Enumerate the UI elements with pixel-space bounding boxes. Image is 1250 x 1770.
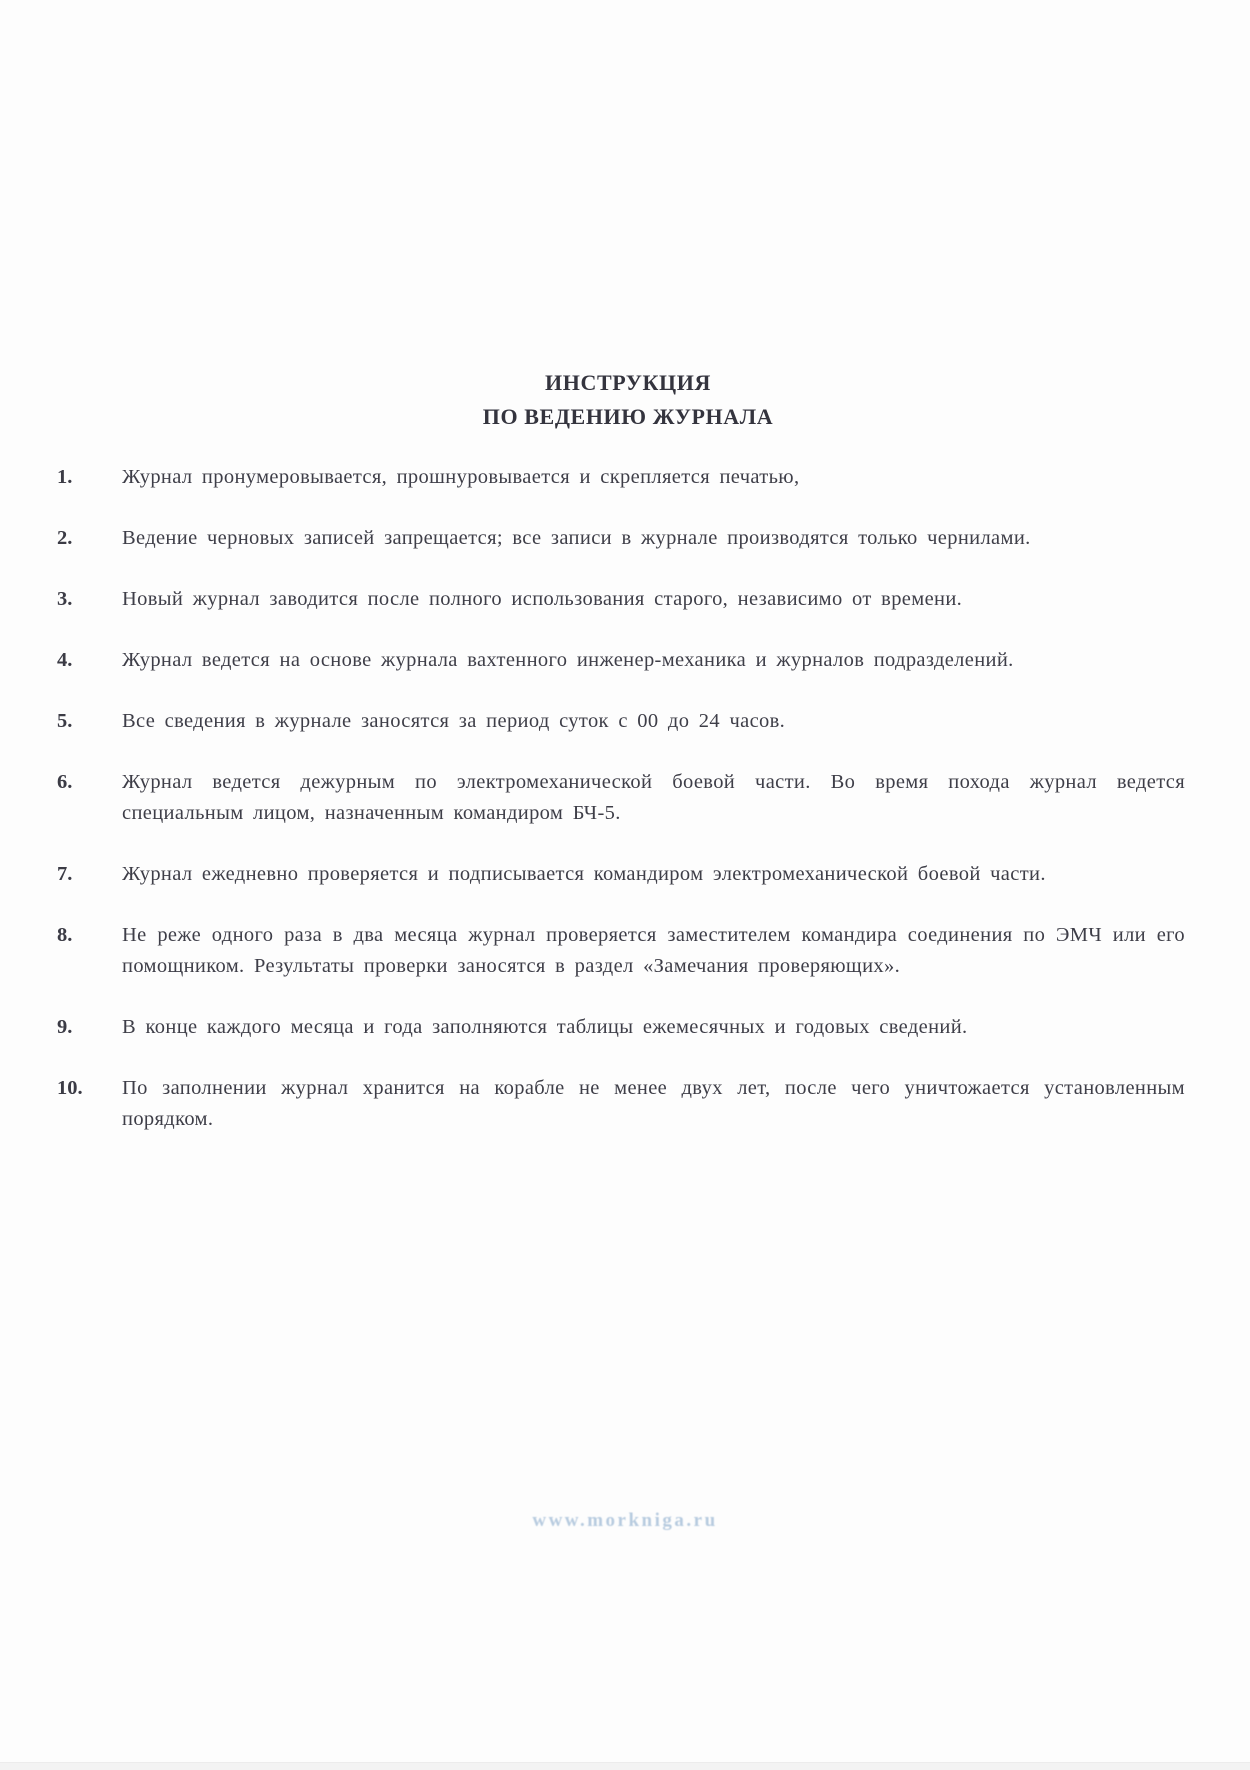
- item-text: Журнал ведется дежурным по электромеханической боевой части. Во время похода журнал ведется специальным лицом, назначенным командиром БЧ-5.: [122, 771, 1185, 824]
- list-item: [57, 584, 1185, 615]
- list-item: [57, 645, 1185, 676]
- list-item: [57, 462, 1185, 493]
- list-item: [57, 859, 1185, 890]
- list-item: [57, 920, 1185, 982]
- scan-bottom-edge: [0, 1762, 1250, 1770]
- list-item: [57, 523, 1185, 554]
- item-number: 6.: [57, 771, 73, 793]
- item-text: По заполнении журнал хранится на корабле не менее двух лет, после чего уничтожается установленным порядком.: [122, 1077, 1185, 1130]
- page-title: [71, 366, 1185, 434]
- item-text: Ведение черновых записей запрещается; все записи в журнале производятся только чернилами.: [122, 527, 1031, 549]
- item-text: Новый журнал заводится после полного использования старого, независимо от времени.: [122, 588, 963, 610]
- item-number: 3.: [57, 588, 73, 610]
- title-line-1: ИНСТРУКЦИЯ: [545, 370, 711, 395]
- list-item: [57, 1012, 1185, 1043]
- item-number: 5.: [57, 710, 73, 732]
- item-number: 10.: [57, 1077, 83, 1099]
- item-text: Все сведения в журнале заносятся за период суток с 00 до 24 часов.: [122, 710, 786, 732]
- item-text: В конце каждого месяца и года заполняются таблицы ежемесячных и годовых сведений.: [122, 1016, 968, 1038]
- item-text: Журнал ежедневно проверяется и подписывается командиром электромеханической боевой части.: [122, 863, 1046, 885]
- item-text: Журнал пронумеровывается, прошнуровывается и скрепляется печатью,: [122, 466, 800, 488]
- instruction-list: [57, 462, 1185, 1135]
- item-text: Не реже одного раза в два месяца журнал проверяется заместителем командира соединения по ЭМЧ или его помощником. Результаты проверки заносятся в раздел «Замечания проверяющих».: [122, 924, 1185, 977]
- item-number: 4.: [57, 649, 73, 671]
- item-number: 7.: [57, 863, 73, 885]
- item-number: 2.: [57, 527, 73, 549]
- item-number: 1.: [57, 466, 73, 488]
- list-item: [57, 767, 1185, 829]
- item-number: 8.: [57, 924, 73, 946]
- watermark-text: www.morkniga.ru: [532, 1510, 718, 1531]
- item-number: 9.: [57, 1016, 73, 1038]
- list-item: [57, 706, 1185, 737]
- list-item: [57, 1073, 1185, 1135]
- document-content: [57, 366, 1185, 1165]
- item-text: Журнал ведется на основе журнала вахтенного инженер-механика и журналов подразделений.: [122, 649, 1014, 671]
- title-line-2: ПО ВЕДЕНИЮ ЖУРНАЛА: [482, 404, 774, 429]
